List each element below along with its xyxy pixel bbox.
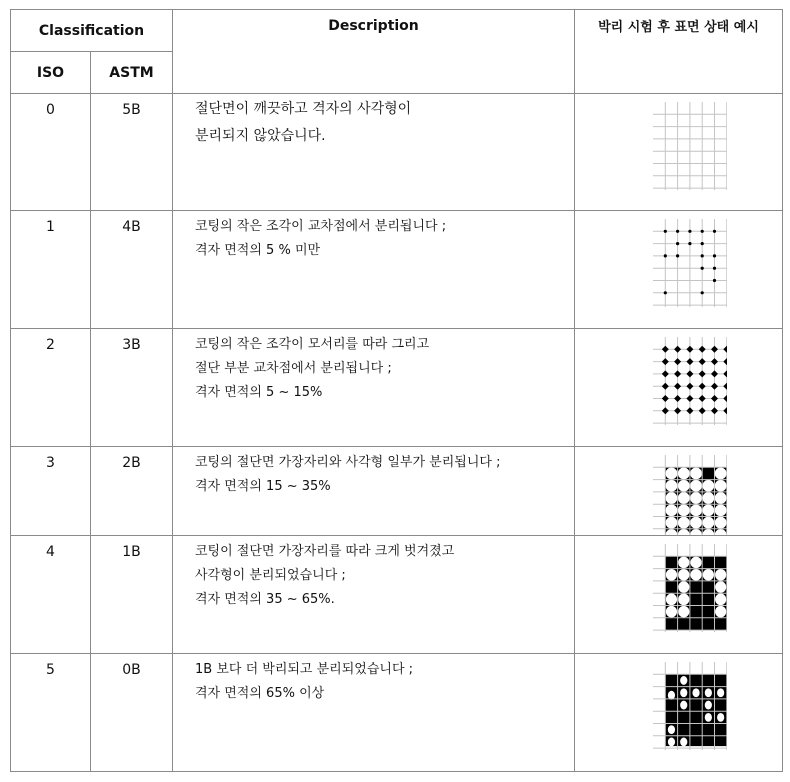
description-line: 절단 부분 교차점에서 분리됩니다 ; xyxy=(195,361,392,376)
description-line: 분리되지 않았습니다. xyxy=(195,128,326,144)
surface-example-cell xyxy=(575,536,783,654)
description-line: 격자 면적의 5 % 미만 xyxy=(195,243,321,258)
astm-value: 2B xyxy=(91,447,173,536)
description-line: 1B 보다 더 박리되고 분리되었습니다 ; xyxy=(195,662,414,677)
description-cell xyxy=(173,536,575,654)
description-line: 코팅의 작은 조각이 모서리를 따라 그리고 xyxy=(195,337,430,352)
iso-value: 5 xyxy=(11,654,91,772)
description-line: 코팅이 절단면 가장자리를 따라 크게 벗겨졌고 xyxy=(195,544,455,559)
grid-partial-squares-icon xyxy=(631,447,727,535)
astm-value: 3B xyxy=(91,329,173,447)
grid-severe-detach-icon xyxy=(631,654,727,750)
description-cell xyxy=(173,654,575,772)
table-row xyxy=(11,329,783,447)
header-classification: Classification xyxy=(11,10,173,52)
surface-example-cell xyxy=(575,211,783,329)
table-row xyxy=(11,447,783,536)
description-line: 격자 면적의 5 ~ 15% xyxy=(195,385,323,400)
table-row xyxy=(11,94,783,211)
astm-value: 0B xyxy=(91,654,173,772)
description-line: 코팅의 절단면 가장자리와 사각형 일부가 분리됩니다 ; xyxy=(195,455,501,470)
iso-value: 4 xyxy=(11,536,91,654)
header-astm: ASTM xyxy=(91,52,173,94)
table-row xyxy=(11,211,783,329)
astm-value: 1B xyxy=(91,536,173,654)
header-iso: ISO xyxy=(11,52,91,94)
description-cell xyxy=(173,94,575,211)
description-line: 절단면이 깨끗하고 격자의 사각형이 xyxy=(195,101,412,117)
table-row xyxy=(11,654,783,772)
description-cell xyxy=(173,211,575,329)
table-row xyxy=(11,536,783,654)
description-line: 사각형이 분리되었습니다 ; xyxy=(195,568,346,583)
description-line: 격자 면적의 35 ~ 65%. xyxy=(195,592,335,607)
iso-value: 0 xyxy=(11,94,91,211)
adhesion-classification-table xyxy=(10,9,783,772)
header-description: Description xyxy=(173,10,575,94)
grid-flakes-small-icon xyxy=(631,211,727,307)
header-surface-example: 박리 시험 후 표면 상태 예시 xyxy=(575,10,783,94)
iso-value: 3 xyxy=(11,447,91,536)
surface-example-cell xyxy=(575,94,783,211)
grid-large-detach-icon xyxy=(631,536,727,632)
description-line: 격자 면적의 15 ~ 35% xyxy=(195,479,331,494)
description-line: 코팅의 작은 조각이 교차점에서 분리됩니다 ; xyxy=(195,219,447,234)
astm-value: 5B xyxy=(91,94,173,211)
description-cell xyxy=(173,329,575,447)
description-cell xyxy=(173,447,575,536)
description-line: 격자 면적의 65% 이상 xyxy=(195,686,325,701)
grid-flakes-edges-icon xyxy=(631,329,727,425)
grid-clean-icon xyxy=(631,94,727,190)
surface-example-cell xyxy=(575,329,783,447)
iso-value: 2 xyxy=(11,329,91,447)
iso-value: 1 xyxy=(11,211,91,329)
surface-example-cell xyxy=(575,447,783,536)
astm-value: 4B xyxy=(91,211,173,329)
surface-example-cell xyxy=(575,654,783,772)
